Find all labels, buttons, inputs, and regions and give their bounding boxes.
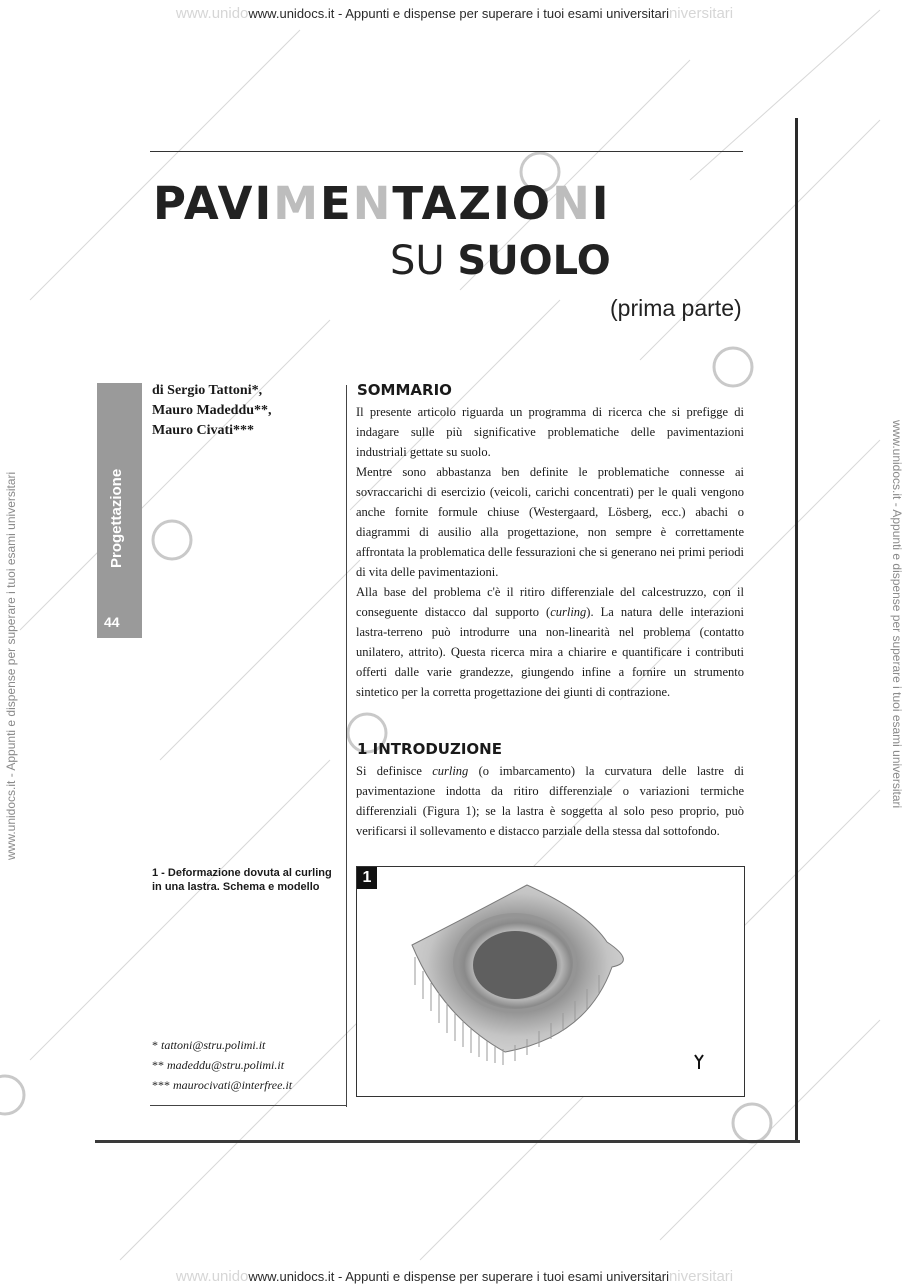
intro-paragraph-1: Si definisce curling (o imbarcamento) la curvatura delle lastre di pavimentazione indotta da ritiro differenziale o variazioni termiche differenziali (Figura 1); se la lastra è soggetta al solo peso proprio, può verificarsi il sollevamento e distacco parziale della stessa dal sottofondo. (356, 764, 744, 838)
watermark-top: www.unidowww.unidocs.it - Appunti e dispense per superare i tuoi esami universitariniversitari (175, 5, 734, 22)
figure-number: 1 (357, 867, 377, 889)
section-heading-introduzione: 1 INTRODUZIONE (357, 740, 502, 758)
figure-1 (356, 866, 745, 1097)
footnote-email: *** maurocivati@interfree.it (152, 1078, 293, 1092)
sommario-paragraph-2: Mentre sono abbastanza ben definite le problematiche connesse ai sovraccarichi di esercizio (veicoli, carichi concentrati) per le quali vengono anche fornite formule chiuse (Westergaard, Lösberg, ecc.) abachi o diagrammi di ausilio alla progettazione, non sempre è correttamente affrontata la problematica delle fessurazioni che si generano nei primi periodi di vita delle pavimentazioni. (356, 465, 744, 579)
page-number: 44 (104, 614, 120, 630)
watermark-side-left: www.unidocs.it - Appunti e dispense per superare i tuoi esami universitari (4, 471, 18, 860)
footnotes (152, 1035, 292, 1095)
article-subtitle: (prima parte) (610, 295, 742, 321)
section-heading-sommario: SOMMARIO (357, 381, 452, 399)
curling-slab-image (357, 867, 744, 1096)
page-edge-bottom (95, 1140, 800, 1143)
author-line: di Sergio Tattoni*, (152, 383, 263, 398)
watermark-side-right: www.unidocs.it - Appunti e dispense per superare i tuoi esami universitari (890, 420, 904, 809)
footnote-email: * tattoni@stru.polimi.it (152, 1038, 266, 1052)
article-title: PAVIMENTAZIONI (153, 177, 611, 230)
footnote-email: ** madeddu@stru.polimi.it (152, 1058, 285, 1072)
footnote-rule (150, 1105, 346, 1106)
watermark-bottom: www.unidowww.unidocs.it - Appunti e dispense per superare i tuoi esami universitariniversitari (175, 1268, 734, 1285)
figure-caption: 1 - Deformazione dovuta al curling in una lastra. Schema e modello (152, 867, 332, 893)
sommario-paragraph-1: Il presente articolo riguarda un programma di ricerca che si prefigge di indagare sulle più significative problematiche delle pavimentazioni industriali gettate su suolo. (356, 405, 744, 459)
page-edge-right (795, 118, 798, 1143)
author-list (152, 381, 272, 441)
author-line: Mauro Civati*** (152, 423, 255, 438)
column-divider (346, 385, 347, 1107)
author-line: Mauro Madeddu**, (152, 403, 272, 418)
article-title-line2: SU SUOLO (390, 238, 611, 284)
sommario-paragraph-3: Alla base del problema c'è il ritiro differenziale del calcestruzzo, con il conseguente distacco dal supporto (curling). La natura delle interazioni lastra-terreno può introdurre una non-linearità nel problema (contatto unilatero, attrito). Questa ricerca mira a chiarire e quantificare i contributi offerti dalle varie grandezze, giungendo infine a fornire un strumento sintetico per la corretta progettazione dei giunti di contrazione. (356, 585, 744, 699)
header-rule (150, 151, 743, 152)
section-label: Progettazione (108, 468, 125, 568)
